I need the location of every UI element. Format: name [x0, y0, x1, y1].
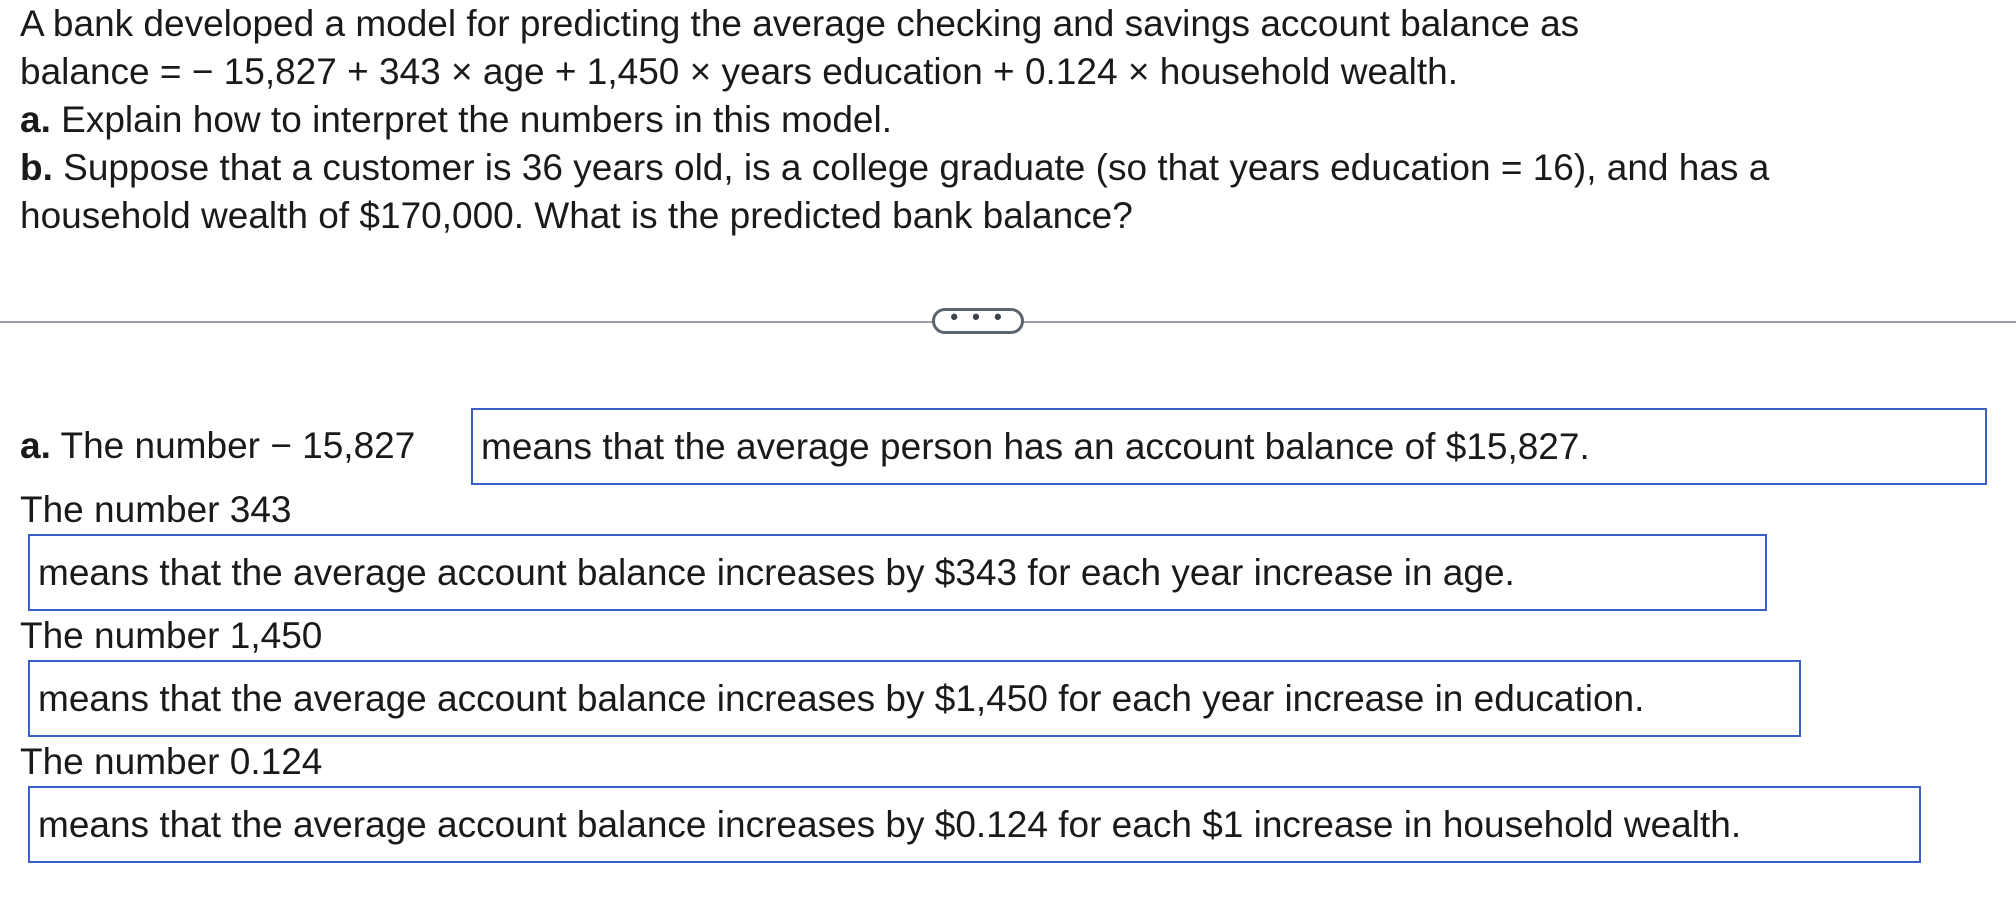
answer-response-1: means that the average person has an account balance of $15,827. — [481, 425, 1590, 467]
answer-dropdown-3[interactable] — [28, 660, 1801, 737]
part-a-text: Explain how to interpret the numbers in this model. — [61, 99, 893, 140]
part-a-label: a. — [20, 99, 51, 140]
question-intro: A bank developed a model for predicting the average checking and savings account balance as — [20, 3, 1580, 44]
model-equation: balance = − 15,827 + 343 × age + 1,450 × years education + 0.124 × household wealth. — [20, 51, 1458, 92]
answer-dropdown-1[interactable] — [471, 408, 1987, 485]
part-b-prompt — [20, 144, 1980, 192]
part-a-prompt — [20, 96, 1980, 144]
answer-prefix-4: The number 0.124 — [20, 741, 323, 782]
part-b-label: b. — [20, 147, 53, 188]
ellipsis-icon: • • • — [950, 304, 1006, 329]
answer-prefix-3: The number 1,450 — [20, 615, 323, 656]
answer-prefix-2: The number 343 — [20, 489, 292, 530]
question-text — [20, 0, 1980, 240]
answer-row-1-label — [20, 424, 415, 468]
part-b-text-line2: household wealth of $170,000. What is the predicted bank balance? — [20, 195, 1133, 236]
answer-dropdown-2[interactable] — [28, 534, 1767, 611]
answer-prefix-1: The number − 15,827 — [60, 425, 416, 466]
answer-part-a-label: a. — [20, 425, 51, 466]
more-options-button[interactable] — [932, 304, 1024, 334]
answer-response-4: means that the average account balance increases by $0.124 for each $1 increase in household wealth. — [38, 803, 1742, 845]
answer-response-3: means that the average account balance increases by $1,450 for each year increase in education. — [38, 677, 1645, 719]
answer-dropdown-4[interactable] — [28, 786, 1921, 863]
part-b-text-line1: Suppose that a customer is 36 years old, is a college graduate (so that years education = 16), and has a — [63, 147, 1770, 188]
answer-response-2: means that the average account balance increases by $343 for each year increase in age. — [38, 551, 1515, 593]
